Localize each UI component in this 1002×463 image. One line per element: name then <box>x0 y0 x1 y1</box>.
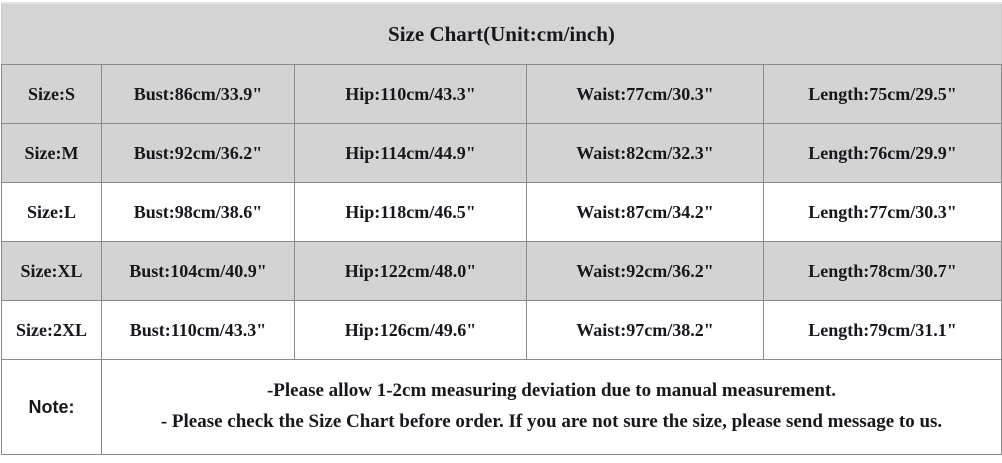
bust-cell: Bust:92cm/36.2" <box>102 124 295 183</box>
bust-cell: Bust:104cm/40.9" <box>102 242 295 301</box>
size-cell: Size:S <box>2 65 102 124</box>
hip-cell: Hip:122cm/48.0" <box>295 242 527 301</box>
length-cell: Length:76cm/29.9" <box>764 124 1002 183</box>
table-title: Size Chart(Unit:cm/inch) <box>2 3 1002 65</box>
hip-cell: Hip:110cm/43.3" <box>295 65 527 124</box>
table-row-size-l <box>2 183 1002 242</box>
bust-cell: Bust:86cm/33.9" <box>102 65 295 124</box>
size-cell: Size:2XL <box>2 301 102 360</box>
waist-cell: Waist:92cm/36.2" <box>527 242 764 301</box>
table-header-row <box>2 3 1002 65</box>
note-label: Note: <box>2 360 102 455</box>
bust-cell: Bust:110cm/43.3" <box>102 301 295 360</box>
hip-cell: Hip:126cm/49.6" <box>295 301 527 360</box>
table-row-size-xl <box>2 242 1002 301</box>
note-line-1: -Please allow 1-2cm measuring deviation due to manual measurement. <box>266 380 837 402</box>
waist-cell: Waist:77cm/30.3" <box>527 65 764 124</box>
size-cell: Size:XL <box>2 242 102 301</box>
length-cell: Length:75cm/29.5" <box>764 65 1002 124</box>
waist-cell: Waist:82cm/32.3" <box>527 124 764 183</box>
size-chart-table <box>1 2 1002 455</box>
size-cell: Size:M <box>2 124 102 183</box>
table-row-size-m <box>2 124 1002 183</box>
waist-cell: Waist:87cm/34.2" <box>527 183 764 242</box>
note-lines <box>102 360 1001 454</box>
note-line-2: - Please check the Size Chart before order. If you are not sure the size, please send message to us. <box>160 411 943 432</box>
hip-cell: Hip:114cm/44.9" <box>295 124 527 183</box>
size-cell: Size:L <box>2 183 102 242</box>
length-cell: Length:77cm/30.3" <box>764 183 1002 242</box>
length-cell: Length:79cm/31.1" <box>764 301 1002 360</box>
length-cell: Length:78cm/30.7" <box>764 242 1002 301</box>
bust-cell: Bust:98cm/38.6" <box>102 183 295 242</box>
waist-cell: Waist:97cm/38.2" <box>527 301 764 360</box>
table-row-note <box>2 360 1002 455</box>
note-content <box>102 360 1002 455</box>
table-row-size-s <box>2 65 1002 124</box>
hip-cell: Hip:118cm/46.5" <box>295 183 527 242</box>
table-row-size-2xl <box>2 301 1002 360</box>
